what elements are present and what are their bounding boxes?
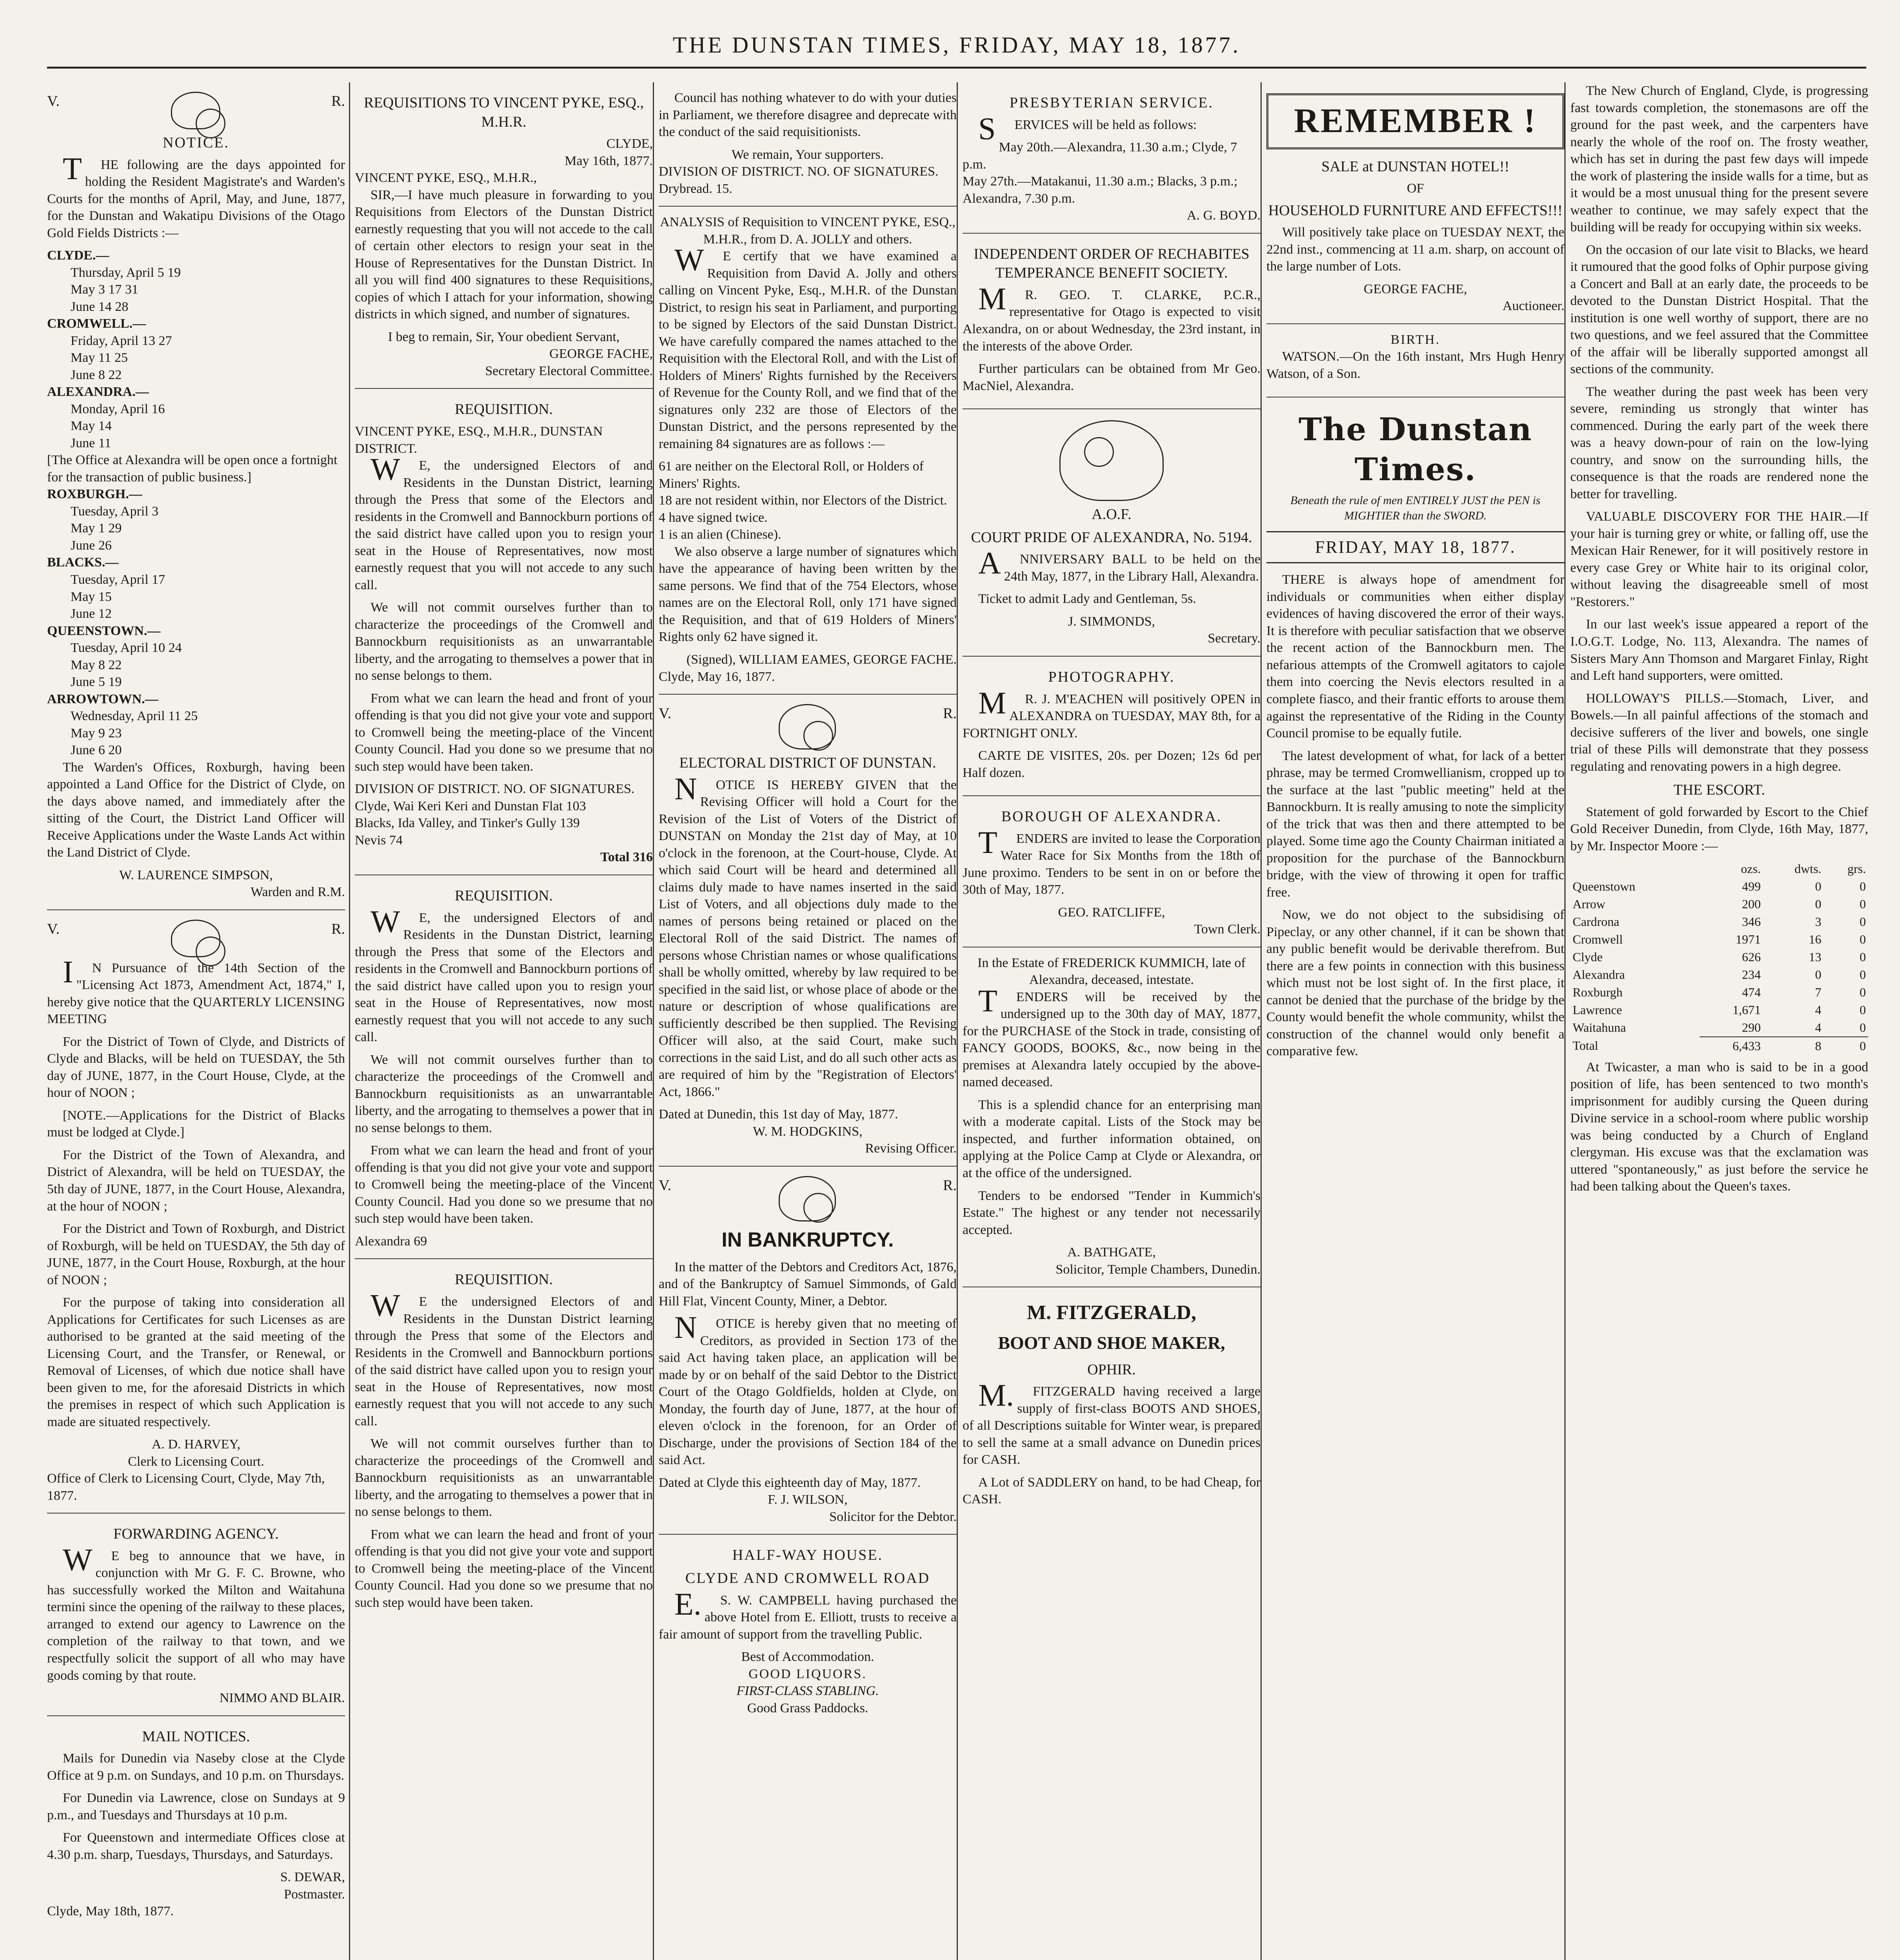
escort-intro: Statement of gold forwarded by Escort to the Chief Gold Receiver Dunedin, from Clyde, 16th May, 1877, by Mr. Inspector Moore :— — [1570, 804, 1868, 853]
column-rule — [349, 82, 350, 1960]
ad-body: NOTICE is hereby given that no meeting of Creditors, as provided in Section 173 of the said Act having taken place, an application will be made by or on behalf of the said Debtor to the District Court of the Otago Goldfields, holden at Clyde, on Monday, the fourth day of June, 1877, at the hour of eleven o'clock in the forenoon, for an Order of Discharge, under the provisions of Section 184 of the said Act. — [659, 1310, 957, 1468]
table-cell: 290 — [1742, 1020, 1761, 1034]
letter-place: CLYDE, — [606, 136, 653, 151]
date-row: May 8 22 — [71, 657, 122, 672]
date-row: Thursday, April 5 19 — [71, 265, 181, 280]
editorial-date: FRIDAY, MAY 18, 1877. — [1266, 531, 1564, 563]
table-cell: 0 — [1860, 967, 1866, 982]
arrowtown-dates — [47, 708, 345, 759]
ad-heading: In the Estate of FREDERICK KUMMICH, late of Alexandra, deceased, intestate. — [977, 955, 1246, 987]
editorial-paragraph: THERE is always hope of amendment for individuals or communities when either display evidences of having discovered the error of their ways. It is therefore with peculiar satisfaction that we observe the recent action of the Bannockburn men. The nefarious attempts of the Cromwell agitators to cajole them into coercing the Nevis electors resulted in a complete fiasco, and their frantic efforts to arouse them against the representative of the Riding in the County Council promise to be equally futile. — [1266, 572, 1564, 741]
table-cell: 8 — [1763, 1037, 1824, 1055]
signature: GEO. RATCLIFFE, — [1058, 905, 1165, 920]
ad-body: M.FITZGERALD having received a large supply of first-class BOOTS AND SHOES, of all Descriptions suitable for Winter wear, is prepared to sell the same at a small advance on Dunedin prices for CASH. — [963, 1378, 1261, 1467]
table-row — [1570, 931, 1868, 948]
signature: A. BATHGATE, — [1067, 1245, 1156, 1260]
vr-right: R. — [943, 1177, 957, 1194]
editorial-paragraph: Now, we do not object to the subsidising of Pipeclay, or any other channel, if it can be shown that any public benefit would be derivable therefrom. But there are a few points in connection with this business which must not be lost sight of. In the first place, it cannot be denied that the purchase of the bridge by the County would benefit the whole community, whilst the construction of the channel would only benefit a comparative few. — [1266, 907, 1564, 1059]
remember-banner: REMEMBER ! — [1266, 93, 1564, 149]
date-row: Wednesday, April 11 25 — [71, 709, 198, 724]
table-header: ozs. — [1741, 862, 1761, 876]
ad-heading: REQUISITION. — [454, 887, 553, 904]
newspaper-title: The Dunstan Times. — [1298, 410, 1533, 488]
date-row: May 15 — [71, 589, 112, 604]
ad-body: WE beg to announce that we have, in conjunction with Mr G. F. C. Browne, who has successfully worked the Milton and Waitahuna termini since the opening of the railway to these places, arranged to extend our agency to Lawrence on the completion of the railway to that town, and we respectfully solicit the support of all who may have goods coming by that route. — [47, 1543, 345, 1683]
cromwell-dates — [47, 332, 345, 384]
mail-text: For Queenstown and intermediate Offices close at 4.30 p.m. sharp, Tuesdays, Thursdays, and Saturdays. — [47, 1830, 345, 1862]
ad-heading: MAIL NOTICES. — [142, 1728, 250, 1745]
vr-right: R. — [943, 705, 957, 722]
licensing-note: [NOTE.—Applications for the District of Blacks must be lodged at Clyde.] — [47, 1108, 345, 1140]
letter-close: We remain, Your supporters. — [731, 147, 884, 162]
division-row: Alexandra 69 — [355, 1234, 427, 1249]
ad-intro: In the matter of the Debtors and Creditors Act, 1876, and of the Bankruptcy of Samuel Simmonds, of Gald Hill Flat, Vincent County, Miner, a Debtor. — [659, 1259, 957, 1308]
ad-subheading: CLYDE AND CROMWELL ROAD — [685, 1570, 930, 1586]
table-cell: 0 — [1860, 985, 1866, 999]
ad-body: Will positively take place on TUESDAY NEXT, the 22nd inst., commencing at 11 a.m. sharp, on account of the large number of Lots. — [1266, 225, 1564, 274]
ad-body: NOTICE IS HEREBY GIVEN that the Revising Officer will hold a Court for the Revision of the List of Voters of the District of DUNSTAN on Monday the 21st day of May, at 10 o'clock in the forenoon, at the Court-house, Clyde. At which said Court will be heard and determined all claims duly made to have names inserted in the said List of Voters, and all objections duly made to the names of persons being retained or placed on the Electoral Roll of the said District. The names of persons whose Christian names or whose qualifications shall be wholly omitted, whereby by law required to be specified in the said list, or whose place of abode or the nature or description of whose qualifications are sufficiently described be then supplied. The Revising Officer will also, at the said Court, make such corrections in the said List, and do all such other acts as are required of him by the "Registration of Electors' Act, 1866." — [659, 771, 957, 1099]
ad-body: WATSON.—On the 16th instant, Mrs Hugh Henry Watson, of a Son. — [1266, 349, 1564, 381]
signature: A. D. HARVEY, — [151, 1437, 241, 1452]
table-header — [1570, 860, 1700, 878]
ad-line: GOOD LIQUORS. — [748, 1666, 867, 1681]
ad-heading: REQUISITION. — [454, 401, 553, 418]
ad-body: CARTE DE VISITES, 20s. per Dozen; 12s 6d per Half dozen. — [963, 748, 1261, 780]
vr-heading — [659, 704, 957, 750]
table-cell: Cardrona — [1573, 915, 1620, 929]
letter-body: From what we can learn the head and front of your offending is that you did not give your vote and support to Cromwell being the meeting-place of the Vincent County Council. Had you done so we presume that no such step would have been taken. — [355, 1527, 653, 1610]
column-rule — [653, 82, 654, 1960]
signature: W. LAURENCE SIMPSON, — [119, 867, 273, 882]
blacks-heading: BLACKS.— — [47, 555, 119, 570]
column-rule — [957, 82, 958, 1960]
alexandra-heading: ALEXANDRA.— — [47, 385, 149, 399]
signature-title: Solicitor for the Debtor. — [829, 1509, 957, 1524]
requisition-analysis — [659, 207, 957, 695]
table-cell: 1971 — [1735, 932, 1761, 947]
column-2 — [355, 82, 653, 1960]
table-cell: 16 — [1809, 932, 1822, 947]
requisition-2 — [355, 875, 653, 1259]
date-row: May 1 29 — [71, 521, 122, 536]
table-cell: 4 — [1815, 1002, 1822, 1017]
signature-title: Secretary. — [1208, 631, 1261, 646]
ad-subheading: BOOT AND SHOE MAKER, — [998, 1332, 1225, 1353]
news-paragraph: In our last week's issue appeared a report of the I.O.G.T. Lodge, No. 113, Alexandra. The names of Sisters Mary Ann Thomson and Margaret Finlay, Right and Left hand supporters, were omitted. — [1570, 617, 1868, 683]
divisions-heading: DIVISION OF DISTRICT. NO. OF SIGNATURES. — [659, 164, 939, 179]
requisition-continued — [659, 82, 957, 207]
table-cell: 0 — [1860, 950, 1866, 964]
date-row: May 14 — [71, 419, 112, 434]
letter-body: WE, the undersigned Electors of and Residents in the Dunstan District, learning through the Press that some of the Electors and residents in the Cromwell and Bannockburn portions of the said district have called upon you to resign your seat in the House of Representatives, now most earnestly request that you will not accede to any such call. — [355, 452, 653, 592]
escort-table-body — [1570, 878, 1868, 1037]
vr-right: R. — [331, 93, 345, 109]
table-cell: 234 — [1742, 967, 1761, 982]
foresters-crest-icon — [1059, 420, 1164, 501]
clyde-heading: CLYDE.— — [47, 248, 109, 263]
analysis-item: 18 are not resident within, nor Electors of the District. — [659, 493, 947, 508]
table-cell: 0 — [1824, 1037, 1868, 1055]
signature: W. M. HODGKINS, — [753, 1124, 863, 1139]
roxburgh-heading: ROXBURGH.— — [47, 487, 142, 502]
borough-tenders — [963, 796, 1261, 947]
service-line: May 27th.—Matakanui, 11.30 a.m.; Blacks, 3 p.m.; Alexandra, 7.30 p.m. — [963, 174, 1238, 206]
vr-left: V. — [659, 1177, 672, 1194]
alexandra-note: [The Office at Alexandra will be open once a fortnight for the transaction of public business.] — [47, 453, 338, 485]
ad-body: Ticket to admit Lady and Gentleman, 5s. — [978, 592, 1196, 606]
ad-heading: HALF-WAY HOUSE. — [732, 1547, 883, 1564]
divisions-heading: DIVISION OF DISTRICT. NO. OF SIGNATURES. — [355, 782, 635, 797]
notice-title: NOTICE. — [163, 134, 229, 151]
table-row — [1570, 966, 1868, 984]
table-cell: 7 — [1815, 985, 1822, 999]
date-row: June 5 19 — [71, 675, 122, 690]
notice-date: Dated at Clyde this eighteenth day of May, 1877. — [659, 1475, 921, 1490]
forwarding-agency — [47, 1514, 345, 1716]
news-paragraph: The New Church of England, Clyde, is progressing fast towards completion, the stonemasons are off the ground for the past week, and the carpenters have nearly the whole of the roof on. The frosty weather, which has set in during the past few days will impede the work of plastering the inside walls for a time, but as it would be a most unusual thing for the present severe weather to continue, we may safely expect that the building will be ready for occupying within six weeks. — [1570, 83, 1868, 235]
table-cell: Roxburgh — [1573, 985, 1623, 999]
table-cell: 0 — [1815, 967, 1822, 982]
table-header: dwts. — [1794, 862, 1822, 876]
table-cell: Clyde — [1573, 950, 1603, 964]
foresters-notice — [963, 409, 1261, 657]
requisition-1 — [355, 389, 653, 875]
photography-ad — [963, 657, 1261, 796]
table-cell: 200 — [1742, 897, 1761, 911]
birth-notice — [1266, 324, 1564, 397]
signature-title: Warden and R.M. — [251, 885, 345, 900]
signature: NIMMO AND BLAIR. — [219, 1691, 345, 1706]
letter-body: From what we can learn the head and front of your offending is that you did not give your vote and support to Cromwell being the meeting-place of the Vincent County Council. Had you done so we presume that no such step would have been taken. — [355, 1143, 653, 1226]
halfway-house-ad — [659, 1535, 957, 1725]
ad-body: SERVICES will be held as follows: — [978, 111, 1197, 146]
table-cell: 0 — [1860, 879, 1866, 894]
signature: (Signed), WILLIAM EAMES, GEORGE FACHE. — [686, 652, 957, 667]
licensing-alexandra: For the District of the Town of Alexandra, and District of Alexandra, will be held on TUESDAY, the 5th day of JUNE, 1877, in the Court House, Alexandra, at the hour of NOON ; — [47, 1147, 345, 1214]
date-row: June 8 22 — [71, 367, 122, 382]
mail-notices — [47, 1716, 345, 1929]
division-total: Total 316 — [600, 850, 653, 865]
ad-body: Further particulars can be obtained from Mr Geo. MacNiel, Alexandra. — [963, 361, 1261, 393]
signature-title: Clerk to Licensing Court. — [128, 1454, 264, 1469]
table-cell: 0 — [1860, 1020, 1866, 1034]
table-cell: 3 — [1815, 915, 1822, 929]
royal-crest-icon — [171, 920, 220, 957]
date-row: Tuesday, April 3 — [71, 504, 159, 519]
licensing-notice — [47, 910, 345, 1514]
letter-body: SIR,—I have much pleasure in forwarding to you Requisitions from Electors of the Dunstan District earnestly requesting that you will not accede to the call of certain other electors to resign your seat in the House of Representatives for the Dunstan District. In all you will find 400 signatures to these Requisitions, copies of which I attach for your information, showing districts in which signed, and number of signatures. — [355, 187, 653, 322]
courts-notice — [47, 82, 345, 910]
ad-line: Best of Accommodation. — [741, 1650, 874, 1664]
letter-body: We will not commit ourselves further than to characterize the proceedings of the Cromwell and Bannockburn requisitionists as an unwarrantable liberty, and the arrogating to themselves a power that in no sense belongs to them. — [355, 600, 653, 683]
column-3 — [659, 82, 957, 1960]
date-row: Tuesday, April 10 24 — [71, 641, 182, 655]
signature-title: Postmaster. — [284, 1887, 345, 1902]
escort-table — [1570, 860, 1868, 1054]
table-total-row — [1570, 1037, 1868, 1055]
signature: GEORGE FACHE, — [549, 347, 653, 361]
date-row: May 11 25 — [71, 350, 128, 365]
ad-body: E.S. W. CAMPBELL having purchased the above Hotel from E. Elliott, trusts to receive a fair amount of support from the travelling Public. — [659, 1587, 957, 1642]
table-cell: 0 — [1815, 879, 1822, 894]
news-paragraph: At Twicaster, a man who is said to be in a good position of life, has been sentenced to two month's imprisonment for audibly cursing the Queen during Divine service in a school-room where public worship was being conducted by a Church of England clergyman. His excuse was that the exclamation was uttered "spontaneously," as just before the service he had been talking about the Queen's taxes. — [1570, 1060, 1868, 1194]
table-cell: 626 — [1742, 950, 1761, 964]
signature: S. DEWAR, — [280, 1870, 345, 1885]
table-row — [1570, 984, 1868, 1001]
licensing-purpose: For the purpose of taking into consideration all Applications for Certificates for such Licenses as are authorised to be granted at the said meeting of the Licensing Court, and the Transfer, or Renewal, or Removal of Licenses, of which due notice shall have been given to me, for the aforesaid Districts in which the premises in respect of which such Application is made are situated respectively. — [47, 1295, 345, 1429]
division-row: Drybread. 15. — [659, 181, 732, 196]
letter-body: We will not commit ourselves further than to characterize the proceedings of the Cromwell and Bannockburn requisitionists as an unwarrantable liberty, and the arrogating to themselves a power that in no sense belongs to them. — [355, 1436, 653, 1519]
notice-date: Clyde, May 18th, 1877. — [47, 1904, 174, 1919]
vr-left: V. — [659, 705, 672, 722]
vr-heading — [47, 920, 345, 957]
ad-line: OF — [1407, 181, 1424, 196]
ad-heading: A.O.F. — [1092, 506, 1132, 523]
newspaper-motto: Beneath the rule of men ENTIRELY JUST the PEN is MIGHTIER than the SWORD. — [1290, 494, 1540, 522]
service-line: May 20th.—Alexandra, 11.30 a.m.; Clyde, 7 p.m. — [963, 140, 1237, 172]
division-row: Clyde, Wai Keri Keri and Dunstan Flat 103 — [355, 799, 586, 813]
ad-heading: IN BANKRUPTCY. — [721, 1228, 894, 1251]
queenstown-heading: QUEENSTOWN.— — [47, 623, 161, 638]
table-header-row — [1570, 860, 1868, 878]
news-paragraph: On the occasion of our late visit to Blacks, we heard it rumoured that the good folks of Ophir purpose giving a Concert and Ball at an early date, the proceeds to be devoted to the Dunstan District Hospital. That the institution is one well worthy of support, there are no two questions, and we feel assured that the Committee of the affair will be liberally supported amongst all sections of the community. — [1570, 242, 1868, 377]
letter-body: Council has nothing whatever to do with your duties in Parliament, we therefore disagree and deprecate with the conduct of the said requisitionists. — [659, 91, 957, 140]
date-row: June 11 — [71, 436, 111, 450]
table-cell: 499 — [1742, 879, 1761, 894]
table-cell: 0 — [1860, 915, 1866, 929]
table-row — [1570, 878, 1868, 895]
blacks-dates — [47, 571, 345, 622]
royal-crest-icon — [779, 1176, 836, 1221]
news-paragraph: VALUABLE DISCOVERY FOR THE HAIR.—If your hair is turning grey or white, or falling off, use the Mexican Hair Renewer, for it will positively restore in every case Grey or White hair to its original color, without leaving the disagreeable smell of most "Restorers." — [1570, 509, 1868, 609]
queenstown-dates — [47, 639, 345, 691]
signature-title: Auctioneer. — [1502, 299, 1564, 314]
cromwell-heading: CROMWELL.— — [47, 316, 146, 331]
table-header: grs. — [1847, 862, 1866, 876]
letter-salute: VINCENT PYKE, ESQ., M.H.R., DUNSTAN DISTRICT. — [355, 424, 603, 456]
licensing-clyde: For the District of Town of Clyde, and Districts of Clyde and Blacks, will be held on TUESDAY, the 5th day of JUNE, 1877, in the Court House, Clyde, at the hour of NOON ; — [47, 1034, 345, 1100]
signature-title: Town Clerk. — [1194, 922, 1261, 937]
rechabites-notice — [963, 234, 1261, 409]
ad-line: FIRST-CLASS STABLING. — [736, 1684, 879, 1699]
ad-heading: PHOTOGRAPHY. — [1048, 668, 1175, 685]
table-row — [1570, 1001, 1868, 1019]
date-row: Monday, April 16 — [71, 401, 165, 416]
table-cell: 474 — [1742, 985, 1761, 999]
editorial-paragraph: The latest development of what, for lack of a better phrase, may be termed Cromwellianism, cropped up to the surface at the last "public meeting" held at the Bannockburn. It is really amusing to note the simplicity of the trick that was then and there attempted to be played. Some time ago the County Chairman initiated a proposition for the purchase of the Bannockburn bridge, with the view of throwing it open for traffic free. — [1266, 748, 1564, 900]
table-cell: 6,433 — [1700, 1037, 1763, 1055]
letter-date: May 16th, 1877. — [565, 153, 653, 168]
division-row: Nevis 74 — [355, 833, 403, 848]
column-rule — [1564, 82, 1566, 1960]
royal-crest-icon — [171, 92, 220, 129]
electoral-notice — [659, 695, 957, 1167]
date-row: June 26 — [71, 538, 112, 553]
letter-body: We will not commit ourselves further than to characterize the proceedings of the Cromwell and Bannockburn requisitionists as an unwarrantable liberty, and the arrogating to themselves a power that in no sense belongs to them. — [355, 1052, 653, 1135]
ad-subheading: COURT PRIDE OF ALEXANDRA, No. 5194. — [971, 529, 1252, 546]
letter-salute: VINCENT PYKE, ESQ., M.H.R., — [355, 171, 537, 185]
analysis-body: WE certify that we have examined a Requisition from David A. Jolly and others calling on Vincent Pyke, Esq., M.H.R. of the Dunstan District, to resign his seat in Parliament, and purporting to be signed by Electors of the said Dunstan District. We have carefully compared the names attached to the Requisition with the Electoral Roll, and with the List of Holders of Miners' Rights furnished by the Receivers of Revenue for the County Roll, and we find that of the signatures only 232 are those of Electors of the Dunstan District, and the persons represented by the remaining 84 signatures are as follows :— — [659, 243, 957, 451]
table-cell: 1,671 — [1732, 1002, 1761, 1017]
notice-body: THE following are the days appointed for holding the Resident Magistrate's and Warden's Courts for the months of April, May, and June, 1877, for the Dunstan and Wakatipu Divisions of the Otago Gold Fields Districts :— — [47, 151, 345, 240]
news-paragraph: HOLLOWAY'S PILLS.—Stomach, Liver, and Bowels.—In all painful affections of the stomach and decisive sufferers of the liver and bowels, one single trial of these Pills will demonstrate that they possess regulating and renovating powers in a high degree. — [1570, 691, 1868, 774]
news-paragraph: The weather during the past week has been very severe, reminding us strongly that winter has commenced. During the early part of the week there was a heavy down-pour of rain on the low-lying country, and snow on the surrounding hills, the consequence is that the roads are rendered none the better for travelling. — [1570, 384, 1868, 501]
table-cell: Waitahuna — [1573, 1020, 1626, 1035]
mail-text: For Dunedin via Lawrence, close on Sundays at 9 p.m., and Tuesdays and Thursdays at 10 p.m. — [47, 1791, 345, 1822]
letter-body: WE, the undersigned Electors of and Residents in the Dunstan District, learning through the Press that some of the Electors and residents in the Cromwell and Bannockburn portions of the said district have called upon you to resign your seat in the House of Representatives, now most earnestly request that you will not accede to any such call. — [355, 904, 653, 1045]
licensing-body: IN Pursuance of the 14th Section of the "Licensing Act 1873, Amendment Act, 1874," I, hereby give notice that the QUARTERLY LICENSING MEETING — [47, 955, 345, 1027]
column-6 — [1570, 82, 1868, 1960]
analysis-item: 1 is an alien (Chinese). — [659, 527, 781, 542]
notice-date: Clyde, May 16, 1877. — [659, 669, 775, 684]
vr-left: V. — [47, 920, 60, 937]
signature-title: Secretary Electoral Committee. — [485, 363, 653, 378]
table-cell: Arrow — [1573, 897, 1606, 911]
date-row: Tuesday, April 17 — [71, 572, 165, 587]
date-row: June 12 — [71, 606, 112, 621]
table-cell: Cromwell — [1573, 932, 1623, 947]
table-cell: Lawrence — [1573, 1002, 1622, 1017]
ad-heading: ELECTORAL DISTRICT OF DUNSTAN. — [679, 755, 936, 771]
date-row: May 9 23 — [71, 726, 122, 740]
presbyterian-service — [963, 82, 1261, 234]
column-5 — [1266, 82, 1564, 1960]
date-row: June 6 20 — [71, 743, 122, 758]
page-masthead: THE DUNSTAN TIMES, FRIDAY, MAY 18, 1877. — [47, 24, 1866, 69]
column-4 — [963, 82, 1261, 1960]
analysis-item: 4 have signed twice. — [659, 510, 768, 525]
vr-heading — [659, 1176, 957, 1221]
table-row — [1570, 913, 1868, 931]
table-cell: 346 — [1742, 915, 1761, 929]
table-cell: 0 — [1860, 897, 1866, 911]
signature: J. SIMMONDS, — [1068, 614, 1155, 629]
column-1 — [47, 82, 345, 1960]
bankruptcy-notice — [659, 1167, 957, 1535]
table-cell: 13 — [1809, 950, 1822, 964]
ad-body: TENDERS are invited to lease the Corporation Water Race for Six Months from the 18th of June proximo. Tenders to be sent in on or before the 30th of May, 1877. — [963, 825, 1261, 897]
ad-heading: BOROUGH OF ALEXANDRA. — [1001, 808, 1222, 825]
table-cell: 0 — [1815, 897, 1822, 911]
ad-body: TENDERS will be received by the undersigned up to the 30th day of MAY, 1877, for the PURCHASE of the Stock in trade, consisting of FANCY GOODS, BOOKS, &c., now being in the premises at Alexandra lately occupied by the above-named deceased. — [963, 984, 1261, 1090]
ad-subheading: HOUSEHOLD FURNITURE AND EFFECTS!!! — [1268, 202, 1563, 219]
vr-left: V. — [47, 93, 60, 109]
ad-line: Good Grass Paddocks. — [747, 1700, 868, 1715]
analysis-item: 61 are neither on the Electoral Roll, or Holders of Miners' Rights. — [659, 459, 924, 491]
ad-heading: ANALYSIS of Requisition to VINCENT PYKE, ESQ., M.H.R., from D. A. JOLLY and others. — [660, 215, 955, 247]
licensing-roxburgh: For the District and Town of Roxburgh, and District of Roxburgh, will be held on TUESDAY, the 5th day of JUNE, 1877, in the Court House, Roxburgh, at the hour of NOON ; — [47, 1221, 345, 1287]
ad-body: A Lot of SADDLERY on hand, to be had Cheap, for CASH. — [963, 1475, 1261, 1507]
ad-heading: REQUISITION. — [454, 1271, 553, 1288]
table-row — [1570, 948, 1868, 966]
signature: GEORGE FACHE, — [1364, 281, 1467, 296]
table-row — [1570, 1019, 1868, 1037]
ad-body: This is a splendid chance for an enterprising man with a moderate capital. Lists of the Stock may be inspected, and further information obtained, on applying at the Police Camp at Clyde or Alexandra, or at the office of the undersigned. — [963, 1097, 1261, 1180]
roxburgh-dates — [47, 503, 345, 554]
estate-tenders — [963, 947, 1261, 1287]
ad-body: Tenders to be endorsed "Tender in Kummich's Estate." The highest or any tender not necessarily accepted. — [963, 1188, 1261, 1237]
ad-heading: SALE at DUNSTAN HOTEL!! — [1321, 158, 1509, 175]
ad-place: OPHIR. — [1087, 1361, 1136, 1378]
ad-heading: INDEPENDENT ORDER OF RECHABITES TEMPERANCE BENEFIT SOCIETY. — [974, 245, 1250, 281]
analysis-body: We also observe a large number of signatures which have the appearance of having been written by the same persons. We find that of the 754 Electors, whose names are on the Electoral Roll, only 171 have signed the Requisition, and that of 619 Holders of Miners' Rights only 62 have signed it. — [659, 544, 957, 644]
escort-heading: THE ESCORT. — [1673, 782, 1765, 799]
ad-heading: FORWARDING AGENCY. — [113, 1526, 279, 1543]
table-cell: Queenstown — [1573, 879, 1635, 894]
table-cell: 0 — [1860, 1002, 1866, 1017]
editorial-section — [1266, 409, 1564, 1060]
requisition-3 — [355, 1259, 653, 1625]
ad-heading: BIRTH. — [1390, 332, 1440, 347]
ad-heading: M. FITZGERALD, — [1027, 1301, 1196, 1324]
royal-crest-icon — [779, 704, 836, 750]
vr-heading — [47, 92, 345, 129]
ad-heading: REQUISITIONS TO VINCENT PYKE, ESQ., M.H.R. — [364, 94, 644, 130]
signature: A. G. BOYD. — [1187, 208, 1261, 223]
signature-title: Solicitor, Temple Chambers, Dunedin. — [1055, 1262, 1261, 1277]
signature: F. J. WILSON, — [768, 1492, 848, 1507]
table-cell: Total — [1573, 1038, 1598, 1053]
letter-body: WE the undersigned Electors of and Residents in the Dunstan District learning through the Press that some of the Electors and Residents in the Cromwell and Bannockburn portions of the said district have called upon you to resign your seat in the House of Representatives, now most earnestly request that you will not accede to any such call. — [355, 1289, 653, 1428]
ad-body: MR. J. M'EACHEN will positively OPEN in ALEXANDRA on TUESDAY, MAY 8th, for a FORTNIGHT ONLY. — [963, 686, 1261, 740]
auction-ad — [1266, 82, 1564, 324]
notice-date: Dated at Dunedin, this 1st day of May, 1877. — [659, 1107, 898, 1122]
requisitions — [355, 82, 653, 389]
clyde-dates — [47, 264, 345, 316]
table-row — [1570, 895, 1868, 913]
signature-place: Office of Clerk to Licensing Court, Clyde, May 7th, 1877. — [47, 1471, 325, 1503]
date-row: May 3 17 31 — [71, 282, 138, 297]
arrowtown-heading: ARROWTOWN.— — [47, 691, 158, 706]
ad-heading: PRESBYTERIAN SERVICE. — [1009, 94, 1214, 111]
table-cell: Alexandra — [1573, 967, 1625, 982]
ad-body: ANNIVERSARY BALL to be held on the 24th May, 1877, in the Library Hall, Alexandra. — [978, 546, 1261, 584]
table-cell: 0 — [1860, 932, 1866, 947]
division-row: Blacks, Ida Valley, and Tinker's Gully 139 — [355, 816, 580, 831]
column-rule — [1261, 82, 1262, 1960]
signature-title: Revising Officer. — [865, 1141, 957, 1156]
date-row: Friday, April 13 27 — [71, 333, 172, 348]
table-cell: 4 — [1815, 1020, 1822, 1034]
letter-body: From what we can learn the head and front of your offending is that you did not give your vote and support to Cromwell being the meeting-place of the Vincent County Council. Had you done so we presume that no such step would have been taken. — [355, 691, 653, 774]
letter-close: I beg to remain, Sir, Your obedient Servant, — [388, 329, 620, 344]
mail-text: Mails for Dunedin via Naseby close at the Clyde Office at 9 p.m. on Sundays, and 10 p.m. on Thursdays. — [47, 1751, 345, 1783]
fitzgerald-ad — [963, 1287, 1261, 1522]
ad-body: MR. GEO. T. CLARKE, P.C.R., representative for Otago is expected to visit Alexandra, on or about Wednesday, the 23rd instant, in the interests of the above Order. — [963, 281, 1261, 354]
wardens-note: The Warden's Offices, Roxburgh, having been appointed a Land Office for the District of Clyde, on the days above named, and immediately after the sitting of the Court, the District Land Officer will Receive Applications under the Waste Lands Act within the Land District of Clyde. — [47, 760, 345, 860]
alexandra-dates — [47, 401, 345, 452]
date-row: June 14 28 — [71, 299, 129, 314]
vr-right: R. — [331, 920, 345, 937]
